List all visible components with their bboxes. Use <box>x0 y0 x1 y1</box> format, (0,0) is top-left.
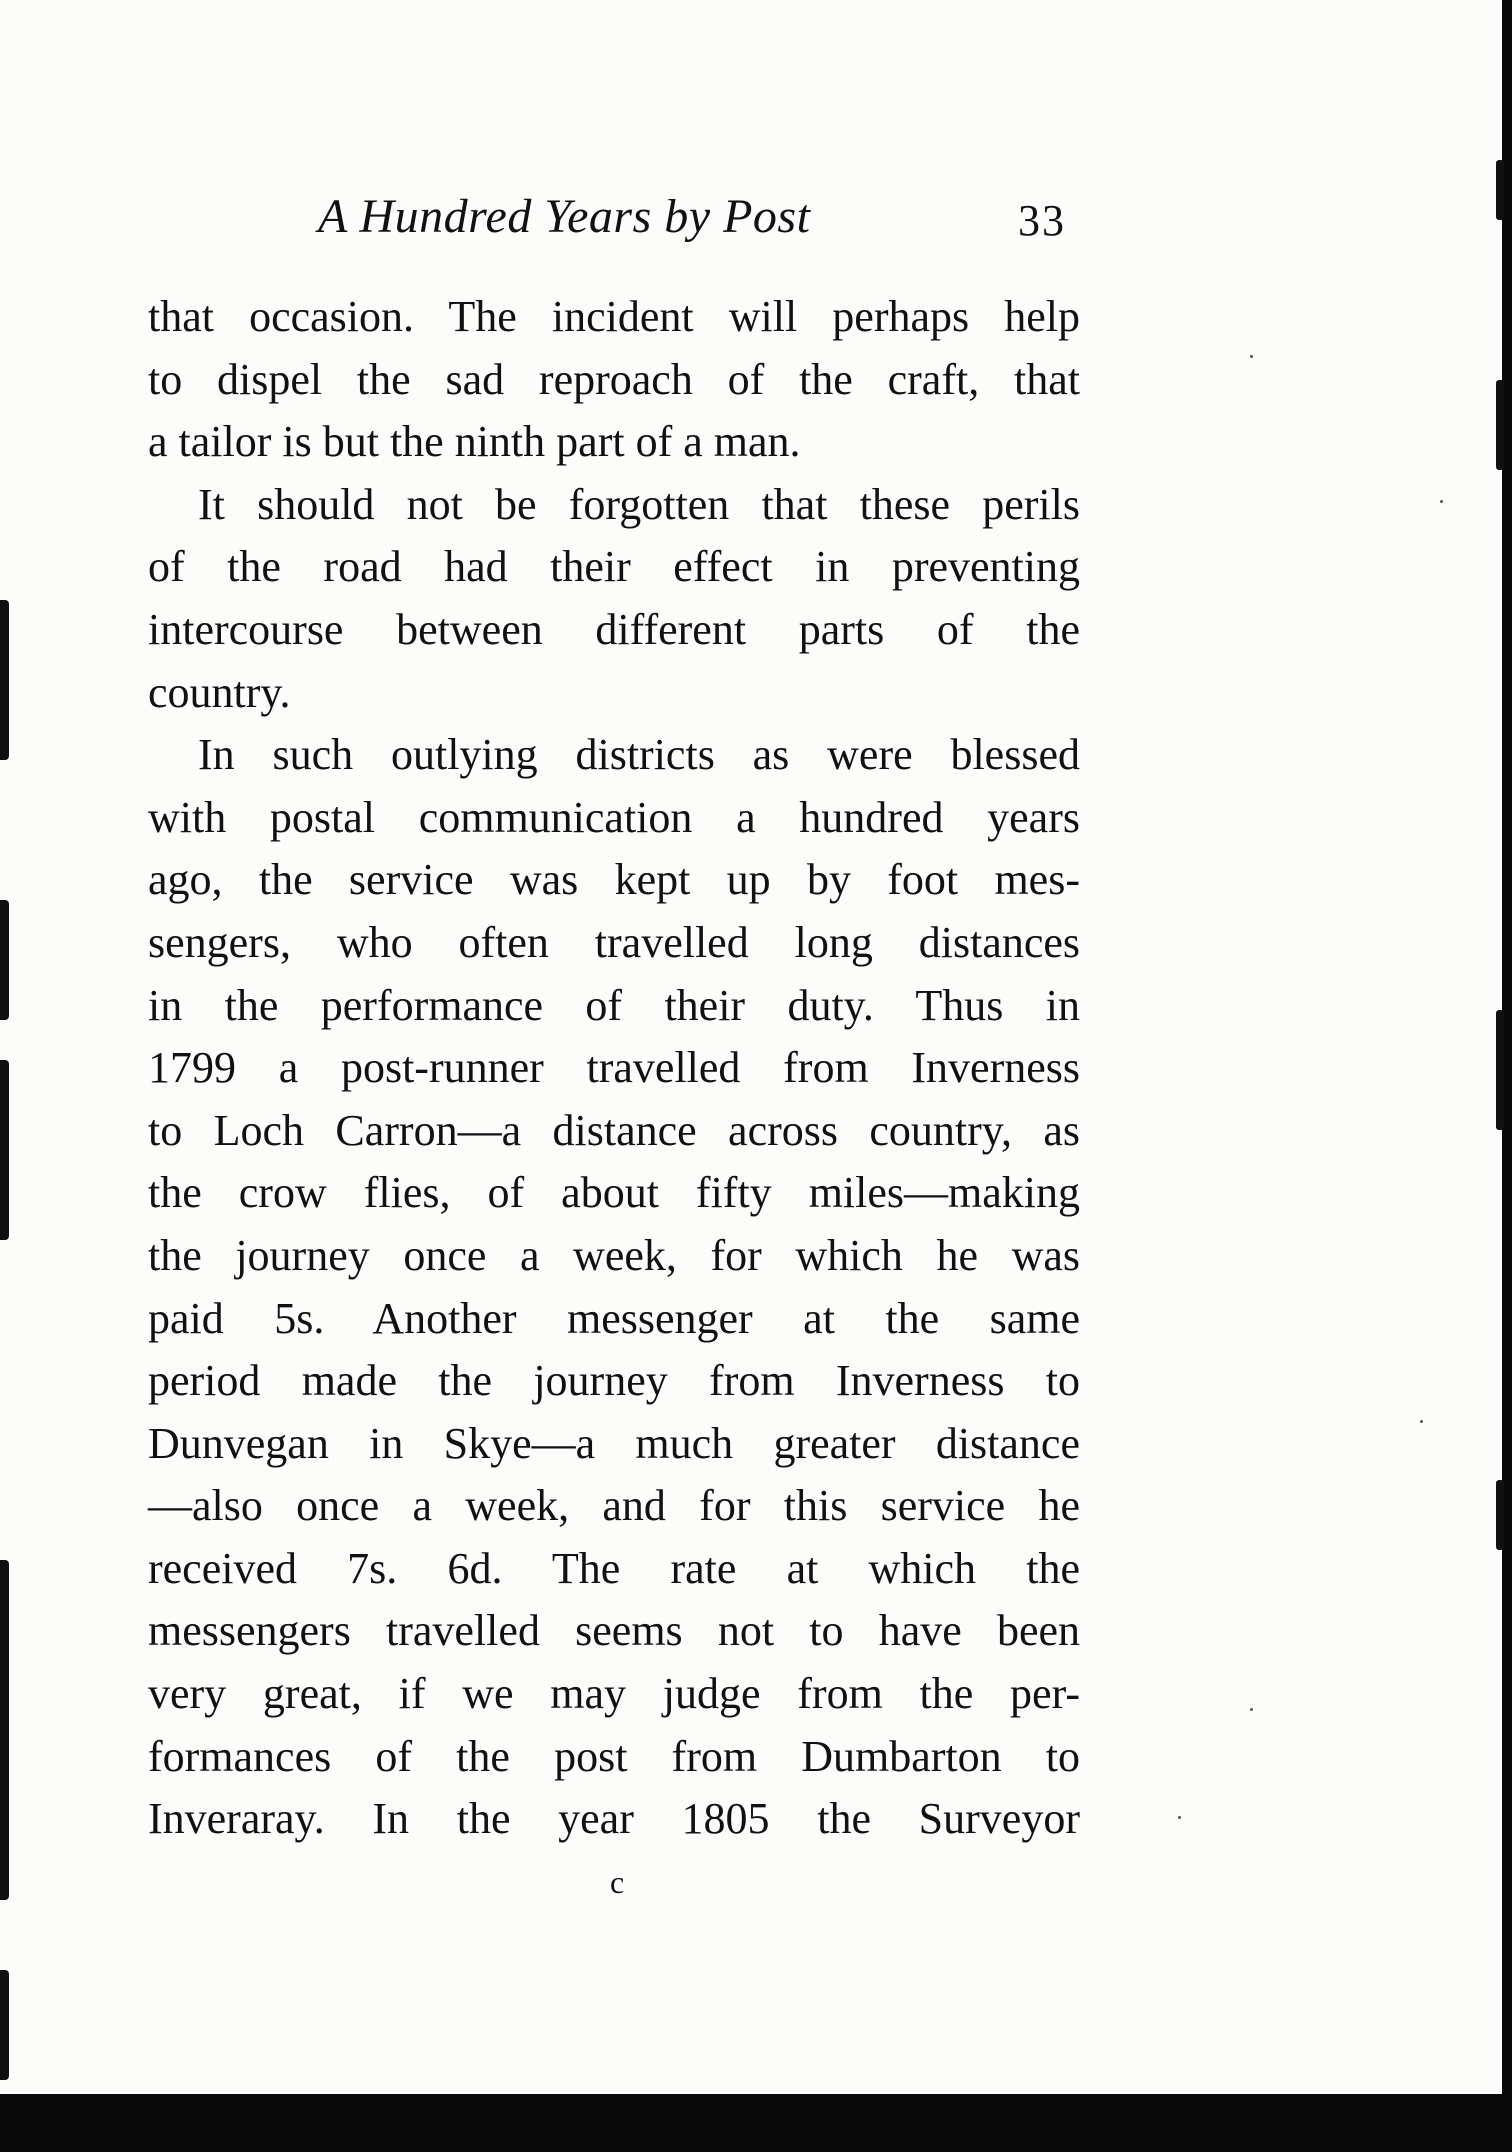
paragraph <box>148 286 1080 474</box>
text-line: the crow flies, of about fifty miles—making <box>148 1168 1080 1218</box>
text-line: In such outlying districts as were blessed <box>198 730 1080 780</box>
text-line: country. <box>148 667 291 717</box>
text-line: intercourse between different parts of the <box>148 604 1080 654</box>
scan-speck <box>1440 500 1443 503</box>
text-line: paid 5s. Another messenger at the same <box>148 1293 1080 1343</box>
text-line: received 7s. 6d. The rate at which the <box>148 1543 1080 1593</box>
scan-edge-blot <box>1496 160 1504 220</box>
text-line: a tailor is but the ninth part of a man. <box>148 417 801 467</box>
text-line: to Loch Carron—a distance across country, as <box>148 1105 1080 1155</box>
scan-edge-blot <box>0 1060 9 1160</box>
scan-speck <box>1250 1708 1253 1711</box>
paragraph <box>148 724 1080 1851</box>
scan-edge-blot <box>0 900 9 1020</box>
text-line: of the road had their effect in preventing <box>148 542 1080 592</box>
body-text <box>148 286 1080 1851</box>
text-line: It should not be forgotten that these perils <box>198 479 1080 529</box>
running-head <box>148 182 1086 252</box>
text-line: messengers travelled seems not to have been <box>148 1606 1080 1656</box>
scan-edge-blot <box>1496 380 1504 470</box>
text-line: Inveraray. In the year 1805 the Surveyor <box>148 1794 1080 1844</box>
text-line: the journey once a week, for which he was <box>148 1230 1080 1280</box>
text-line: period made the journey from Inverness to <box>148 1356 1080 1406</box>
text-line: formances of the post from Dumbarton to <box>148 1731 1080 1781</box>
text-line: in the performance of their duty. Thus in <box>148 980 1080 1030</box>
scan-edge-blot <box>0 1560 9 1900</box>
scan-speck <box>1250 355 1253 358</box>
paragraph <box>148 474 1080 724</box>
text-line: Dunvegan in Skye—a much greater distance <box>148 1418 1080 1468</box>
page-number: 33 <box>1018 196 1066 245</box>
scan-edge-blot <box>0 1150 9 1240</box>
text-line: —also once a week, and for this service he <box>148 1481 1080 1531</box>
scan-edge-blot <box>0 1970 9 2080</box>
scan-edge-blot <box>0 600 9 760</box>
scan-speck <box>1178 1816 1181 1819</box>
text-line: very great, if we may judge from the per- <box>148 1669 1080 1719</box>
text-line: that occasion. The incident will perhaps help <box>148 292 1080 341</box>
scan-edge-blot <box>1496 1010 1504 1130</box>
scan-edge-bottom <box>0 2094 1512 2152</box>
text-line: to dispel the sad reproach of the craft, that <box>148 354 1080 404</box>
signature-mark: c <box>610 1864 625 1900</box>
scan-speck <box>1420 1420 1423 1423</box>
text-line: with postal communication a hundred years <box>148 792 1080 842</box>
text-line: sengers, who often travelled long distances <box>148 917 1080 967</box>
text-line: ago, the service was kept up by foot mes- <box>148 855 1080 905</box>
running-title: A Hundred Years by Post <box>318 190 811 243</box>
text-line: 1799 a post-runner travelled from Inverness <box>148 1043 1080 1093</box>
scan-edge-blot <box>1496 1480 1504 1550</box>
